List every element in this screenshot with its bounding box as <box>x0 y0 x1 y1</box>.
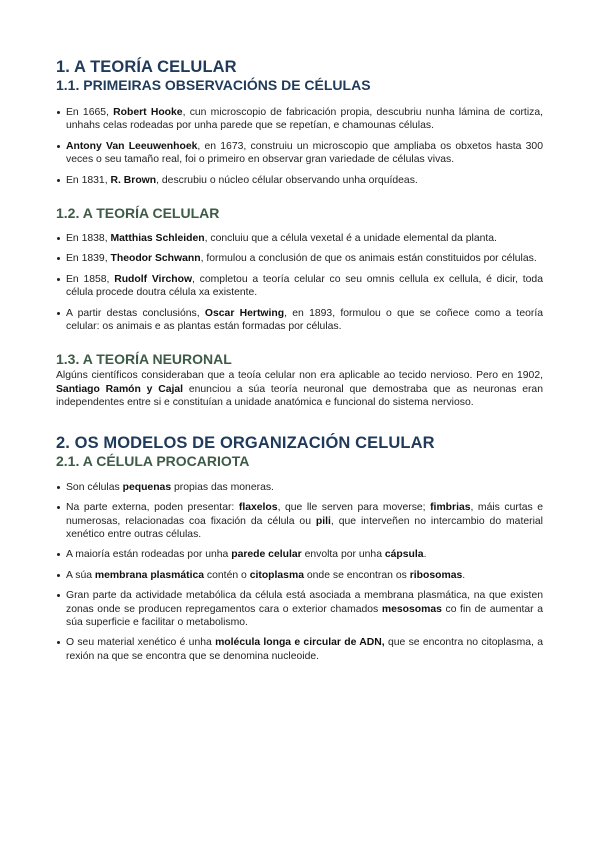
list-item: Antony Van Leeuwenhoek, en 1673, construiu un microscopio que ampliaba os obxetos hasta 300 veces o seu tamaño real, foi o primeiro en observar gran variedade de células vivas. <box>56 140 543 167</box>
prokaryote-list <box>56 481 543 663</box>
list-item: En 1858, Rudolf Virchow, completou a teoría celular co seu omnis cellula ex cellula, é dicir, toda célula procede doutra célula xa existente. <box>56 273 543 300</box>
observations-list <box>56 106 543 187</box>
list-item: En 1665, Robert Hooke, cun microscopio de fabricación propia, descubriu nunha lámina de cortiza, unhahs celas rodeadas por unha parede que se repetían, e chamounas células. <box>56 106 543 133</box>
list-item: Son células pequenas propias das moneras. <box>56 481 543 494</box>
section-2-title: 2. OS MODELOS DE ORGANIZACIÓN CELULAR <box>56 433 435 452</box>
list-item: En 1831, R. Brown, descrubiu o núcleo célular observando unha orquídeas. <box>56 174 543 187</box>
list-item: A maioría están rodeadas por unha parede celular envolta por unha cápsula. <box>56 548 543 561</box>
list-item: Na parte externa, poden presentar: flaxelos, que lle serven para moverse; fimbrias, máis curtas e numerosas, relacionadas coa fixación da célula ou pili, que interveñen no intercambio do material xenético entre outras células. <box>56 501 543 541</box>
neuron-theory-paragraph: Algúns científicos consideraban que a teoía celular non era aplicable ao tecido nervioso. Pero en 1902, Santiago Ramón y Cajal enunciou a súa teoría neuronal que demostraba que as neuronas eran independentes entre si e constituían a unidade anatómica e funcional do sistema nervioso. <box>56 370 543 409</box>
list-item: En 1838, Matthias Schleiden, concluiu que a célula vexetal é a unidade elemental da planta. <box>56 232 543 245</box>
section-1-title: 1. A TEORÍA CELULAR <box>56 58 237 76</box>
subsection-1-3-title: 1.3. A TEORÍA NEURONAL <box>56 351 232 368</box>
list-item: A partir destas conclusións, Oscar Hertwing, en 1893, formulou o que se coñece como a teoría celular: os animais e as plantas están formadas por células. <box>56 307 543 334</box>
subsection-2-1-title: 2.1. A CÉLULA PROCARIOTA <box>56 452 250 469</box>
list-item: Gran parte da actividade metabólica da célula está asociada a membrana plasmática, na que existen zonas onde se producen repregamentos cara o exterior chamados mesosomas co fin de aumentar a súa superficie e facilitar o metabolismo. <box>56 589 543 629</box>
list-item: A súa membrana plasmática contén o citoplasma onde se encontran os ribosomas. <box>56 569 543 582</box>
list-item: O seu material xenético é unha molécula longa e circular de ADN, que se encontra no citoplasma, a rexión na que se encontra que se denomina nucleoide. <box>56 636 543 663</box>
subsection-1-1-title: 1.1. PRIMEIRAS OBSERVACIÓNS DE CÉLULAS <box>56 77 371 93</box>
list-item: En 1839, Theodor Schwann, formulou a conclusión de que os animais están constituidos por células. <box>56 252 543 265</box>
cell-theory-list <box>56 232 543 333</box>
subsection-1-2-title: 1.2. A TEORÍA CELULAR <box>56 205 220 222</box>
